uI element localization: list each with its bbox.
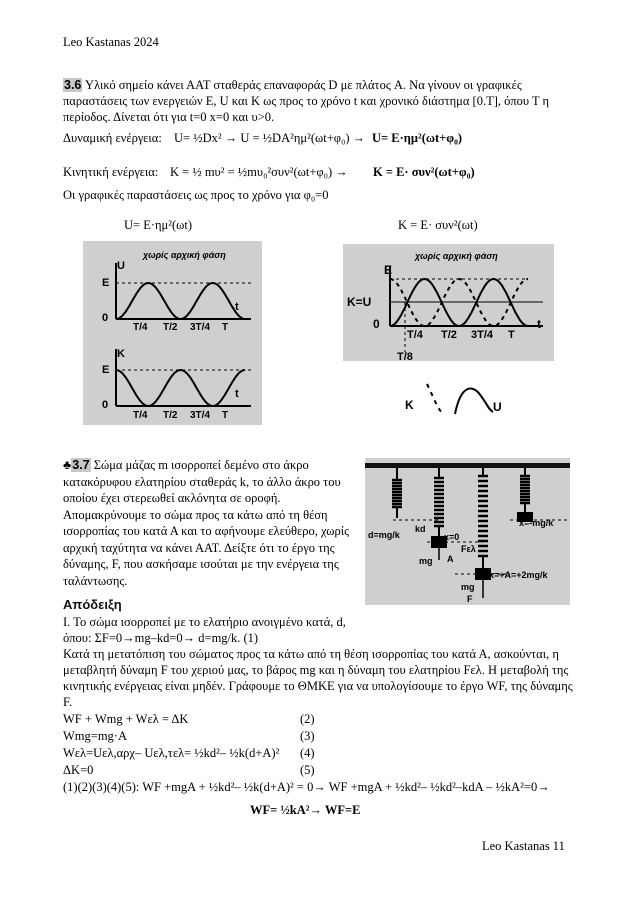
label-xneg: x=-mg/k	[519, 518, 554, 528]
k-tick-t4: T/4	[133, 410, 148, 421]
page-header: Leo Kastanas 2024	[63, 35, 159, 49]
page-footer: Leo Kastanas 11	[482, 839, 565, 853]
label-mg2: mg	[461, 582, 475, 592]
dynamic-energy-eq: U= ½Dx² → U = ½DA²ημ²(ωt+φ₀) →	[174, 131, 366, 145]
k-tick-3t4: 3T/4	[190, 410, 211, 421]
equation-2-number: (2)	[300, 712, 315, 726]
right-tick-t4: T/4	[407, 329, 423, 341]
problem-3-7-line6: αρχική ταχύτητα να κάνει ΑΑΤ. Δείξτε ότι το έργο της	[63, 540, 335, 555]
label-d: d=mg/k	[368, 530, 400, 540]
energy-graph-left	[83, 241, 262, 425]
right-t8-label: T/8	[397, 351, 413, 363]
problem-3-7-line7: δύναμης, F, που ασκήσαμε ισούται με την ενέργεια της	[63, 557, 339, 571]
problem-3-7-line5: ισορροπίας του κατά Α και το αφήνουμε ελεύθερο, χωρίς	[63, 524, 350, 538]
kinetic-energy-eq: K = ½ mυ² = ½mυ₀²συν²(ωt+φ₀) →	[170, 165, 348, 179]
caption-left: U= E·ημ²(ωt)	[124, 218, 193, 232]
combined-equation: (1)(2)(3)(4)(5): WF +mgA + ½kd²– ½k(d+A)² = 0→ WF +mgA + ½kd²– ½kd²–kdA – ½kA²=0→	[63, 780, 550, 794]
club-icon: ♣	[63, 458, 72, 472]
u-tick-t: T	[222, 322, 229, 333]
proof-line5: κινητικής ενέργειας είναι μηδέν. Γράφουμε το ΘΜΚΕ για να υπολογίσουμε το έργο WF, της δύναμης	[63, 679, 573, 693]
right-tick-t2: T/2	[441, 329, 457, 341]
u-tick-t4: T/4	[133, 322, 148, 333]
equation-5: ΔK=0	[63, 763, 94, 777]
label-x0: x=0	[444, 532, 460, 542]
proof-title: Απόδειξη	[63, 597, 122, 612]
problem-3-6-line2: παραστάσεις των ενεργειών Ε, U και Κ ως προς το χρόνο t και χρονικό διάστημα [0.T], όπου Τ η	[63, 94, 550, 108]
problem-3-7-line2: κατακόρυφου ελατηρίου σταθεράς k, το άλλο άκρο του	[63, 474, 341, 489]
dynamic-energy-result: U= E·ημ²(ωt+φ₀)	[372, 131, 463, 145]
k-e-label: E	[102, 364, 110, 376]
springs-figure	[365, 458, 570, 605]
k-t-label: t	[235, 388, 239, 400]
proof-line6: F.	[63, 695, 73, 709]
label-a: A	[447, 554, 454, 564]
kinetic-energy-result: K = E· συν²(ωt+φ₀)	[373, 165, 475, 179]
problem-3-6-line1	[63, 77, 522, 93]
label-xpos: x=+A=+2mg/k	[489, 570, 548, 580]
equation-3-number: (3)	[300, 729, 315, 743]
right-tick-t: T	[508, 329, 515, 341]
u-e-label: E	[102, 277, 110, 289]
problem-number-3-6: 3.6	[64, 78, 82, 92]
label-f: F	[467, 594, 473, 604]
k-tick-t: T	[222, 410, 229, 421]
right-tick-3t4: 3T/4	[471, 329, 494, 341]
problem-3-7	[63, 457, 355, 589]
problem-3-6-line3: περίοδος. Δίνεται ότι για t=0 x=0 και υ>0.	[63, 110, 275, 124]
graph-right-title: χωρίς αρχική φάση	[415, 251, 498, 261]
proof-line3: Κατά τη μετατόπιση του σώματος προς τα κάτω από τη θέση ισορροπίας του κατά Α, ασκούνται, η	[63, 647, 559, 661]
problem-3-7-line1-text: Σώμα μάζας m ισορροπεί δεμένο στο άκρο	[90, 458, 309, 472]
right-zero-label: 0	[373, 317, 380, 331]
legend-u-label: U	[493, 400, 502, 414]
problem-3-7-line4: Απομακρύνουμε το σώμα προς τα κάτω από τη θέση	[63, 507, 328, 522]
k-tick-t2: T/2	[163, 410, 178, 421]
k-zero-label: 0	[102, 399, 109, 411]
dynamic-energy-label: Δυναμική ενέργεια:	[63, 131, 162, 145]
legend-k-label: K	[405, 398, 414, 412]
problem-number-3-7: 3.7	[72, 458, 90, 472]
kinetic-energy-label: Κινητική ενέργεια:	[63, 165, 159, 179]
equation-2: WF + Wmg + Wελ = ΔK	[63, 712, 189, 726]
equation-4-number: (4)	[300, 746, 315, 760]
right-e-label: E	[384, 263, 393, 277]
caption-right: K = E· συν²(ωt)	[398, 218, 478, 232]
u-tick-t2: T/2	[163, 322, 178, 333]
final-result: WF= ½kA²→ WF=E	[250, 803, 361, 817]
right-t-label: t	[537, 317, 541, 331]
graph-left-title: χωρίς αρχική φάση	[143, 250, 226, 260]
label-kd: kd	[415, 524, 426, 534]
u-tick-3t4: 3T/4	[190, 322, 211, 333]
label-fel: Fελ	[461, 544, 476, 554]
label-mg1: mg	[419, 556, 433, 566]
equation-5-number: (5)	[300, 763, 315, 777]
proof-line4: μεταβλητή δύναμη F του χεριού μας, το βάρος mg και η δύναμη του ελατηρίου Fελ. Η μεταβολή της	[63, 663, 569, 677]
u-axis-label: U	[117, 260, 125, 272]
equation-4: Wελ=Uελ,αρχ– Uελ,τελ= ½kd²– ½k(d+A)²	[63, 746, 280, 760]
proof-line1: Ι. Το σώμα ισορροπεί με το ελατήριο ανοιγμένο κατά, d,	[63, 615, 346, 629]
graphs-note: Οι γραφικές παραστάσεις ως προς το χρόνο για φ₀=0	[63, 188, 329, 202]
u-t-label: t	[235, 301, 239, 313]
k-axis-label: K	[117, 348, 125, 360]
right-ku-label: K=U	[347, 295, 372, 309]
ceiling	[365, 463, 570, 468]
problem-3-6-text: Υλικό σημείο κάνει ΑΑΤ σταθεράς επαναφοράς D με πλάτος A. Να γίνουν οι γραφικές	[82, 78, 522, 92]
proof-line2: όπου: ΣF=0→mg–kd=0→ d=mg/k. (1)	[63, 631, 259, 645]
problem-3-7-line1	[63, 457, 355, 474]
energy-graph-right	[343, 244, 554, 441]
u-zero-label: 0	[102, 312, 109, 324]
problem-3-7-line8: ταλάντωσης.	[63, 573, 128, 588]
equation-3: Wmg=mg·A	[63, 729, 127, 743]
problem-3-7-line3: οποίου έχει στερεωθεί ακλόνητα σε οροφή.	[63, 491, 281, 505]
